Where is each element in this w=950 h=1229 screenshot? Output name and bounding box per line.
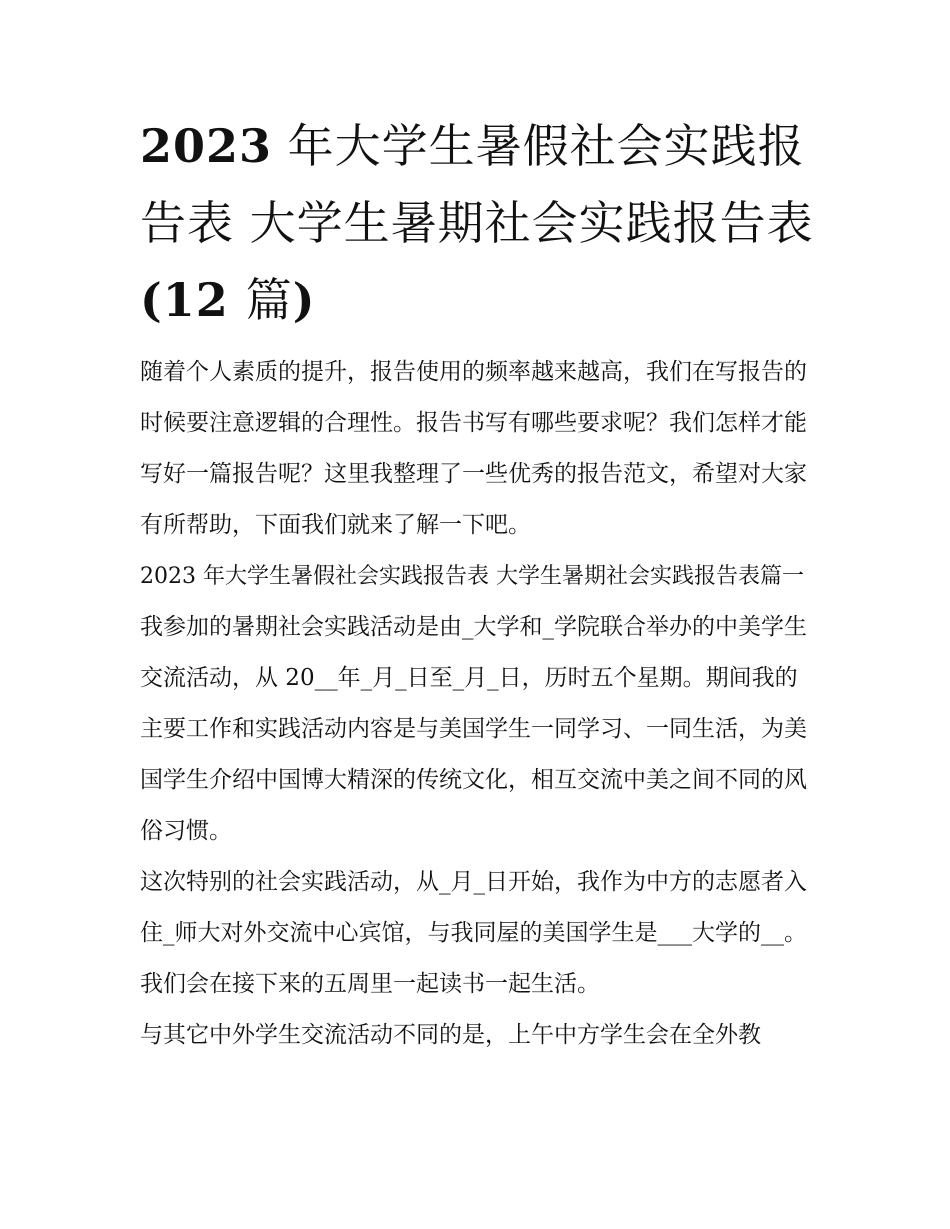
body-paragraph: 我参加的暑期社会实践活动是由_大学和_学院联合举办的中美学生交流活动，从 20__年_月_日至_月_日，历时五个星期。期间我的主要工作和实践活动内容是与美国学生一同学习、一同生活，为美国学生介绍中国博大精深的传统文化，相互交流中美之间不同的风俗习惯。 <box>140 614 807 844</box>
body-paragraph: 这次特别的社会实践活动，从_月_日开始，我作为中方的志愿者入住_师大对外交流中心宾馆，与我同屋的美国学生是___大学的__。我们会在接下来的五周里一起读书一起生活。 <box>140 869 807 997</box>
title-main: 年大学生暑假社会实践报告表 大学生暑期社会实践报告表 <box>140 119 814 250</box>
body-paragraph: 与其它中外学生交流活动不同的是，上午中方学生会在全外教 <box>140 1022 761 1048</box>
title-year: 2023 <box>140 119 273 173</box>
document-title <box>140 108 815 339</box>
title-count-unit: 篇 <box>245 273 293 327</box>
document-page <box>140 108 815 1061</box>
title-count: (12 <box>140 273 246 327</box>
intro-paragraph: 随着个人素质的提升，报告使用的频率越来越高，我们在写报告的时候要注意逻辑的合理性。报告书写有哪些要求呢？我们怎样才能写好一篇报告呢？这里我整理了一些优秀的报告范文，希望对大家有所帮助，下面我们就来了解一下吧。 <box>140 359 807 538</box>
section-heading: 2023 年大学生暑假社会实践报告表 大学生暑期社会实践报告表篇一 <box>140 564 804 589</box>
title-close-paren: ) <box>292 273 316 327</box>
